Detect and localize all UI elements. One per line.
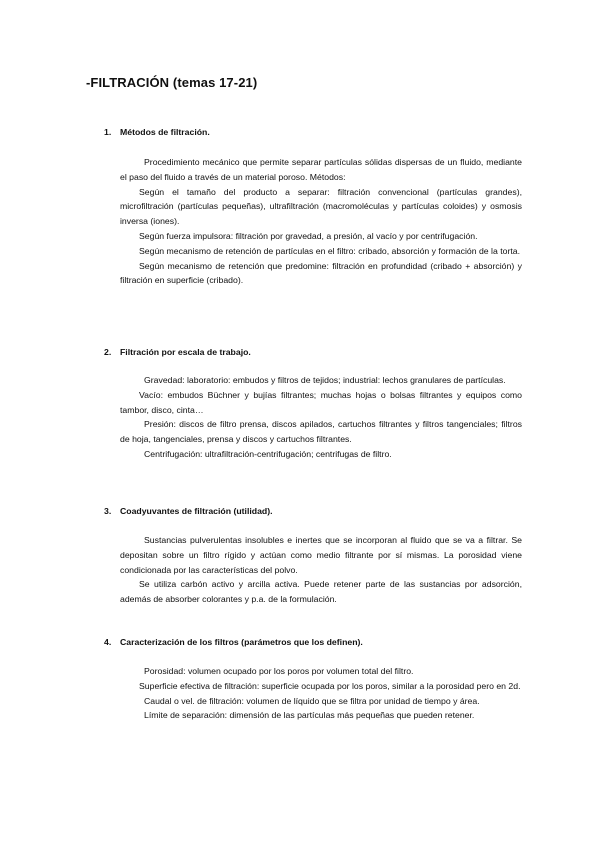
- paragraph: Caudal o vel. de filtración: volumen de líquido que se filtra por unidad de tiempo y área.: [144, 695, 480, 706]
- section-metodos: [92, 126, 522, 288]
- paragraph: Porosidad: volumen ocupado por los poros por volumen total del filtro.: [144, 666, 414, 676]
- section-number: 1.: [104, 127, 112, 137]
- paragraph: Se utiliza carbón activo y arcilla activa. Puede retener parte de las sustancias por adsorción, además de absorber colorantes y p.a. de la formulación.: [120, 579, 522, 605]
- paragraph: Presión: discos de filtro prensa, discos apilados, cartuchos filtrantes y filtros tangenciales; filtros de hoja, tangenciales, prensa y discos y cartuchos filtrantes.: [120, 419, 522, 445]
- paragraph: Centrifugación: ultrafiltración-centrifugación; centrifugas de filtro.: [144, 448, 392, 459]
- section-title: Métodos de filtración.: [120, 127, 210, 137]
- paragraph: Según mecanismo de retención de partículas en el filtro: cribado, absorción y formación de la torta.: [139, 245, 521, 256]
- paragraph: Según el tamaño del producto a separar: filtración convencional (partículas grandes), microfiltración (partículas pequeñas), ultrafiltración (macromoléculas y partículas coloides) y osmosis inversa (iones).: [120, 186, 522, 227]
- paragraph: Sustancias pulverulentas insolubles e inertes que se incorporan al fluido que se va a filtrar. Se depositan sobre un filtro rígido y actúan como medio filtrante por sí mismas. La porosidad viene condicionada por las características del polvo.: [120, 535, 522, 575]
- section-heading: [92, 346, 522, 358]
- paragraph: Gravedad: laboratorio: embudos y filtros de tejidos; industrial: lechos granulares de partículas.: [144, 375, 506, 385]
- paragraph: Según fuerza impulsora: filtración por gravedad, a presión, al vacío y por centrifugación.: [139, 230, 478, 241]
- paragraph: Procedimiento mecánico que permite separar partículas sólidas dispersas de un fluido, mediante el paso del fluido a través de un material poroso. Métodos:: [120, 157, 522, 182]
- section-heading: [92, 505, 522, 517]
- section-title: Coadyuvantes de filtración (utilidad).: [120, 506, 273, 516]
- section-number: 4.: [104, 637, 112, 647]
- paragraph: Vacío: embudos Büchner y bujías filtrantes; muchas hojas o bolsas filtrantes y equipos como tambor, disco, cinta…: [120, 389, 522, 415]
- section-heading: [92, 636, 522, 648]
- section-caracterizacion: [92, 636, 522, 723]
- section-number: 2.: [104, 347, 112, 357]
- section-escala: [92, 346, 522, 462]
- section-number: 3.: [104, 506, 112, 516]
- page-title: -FILTRACIÓN (temas 17-21): [86, 75, 258, 90]
- section-title: Filtración por escala de trabajo.: [120, 347, 251, 357]
- section-title: Caracterización de los filtros (parámetros que los definen).: [120, 637, 363, 647]
- paragraph: Superficie efectiva de filtración: superficie ocupada por los poros, similar a la porosidad pero en 2d.: [139, 680, 521, 691]
- paragraph: Límite de separación: dimensión de las partículas más pequeñas que pueden retener.: [144, 710, 475, 721]
- paragraph: Según mecanismo de retención que predomine: filtración en profundidad (cribado + absorción) y filtración en superficie (cribado).: [120, 260, 522, 286]
- section-heading: [92, 126, 522, 138]
- section-coadyuvantes: [92, 505, 522, 607]
